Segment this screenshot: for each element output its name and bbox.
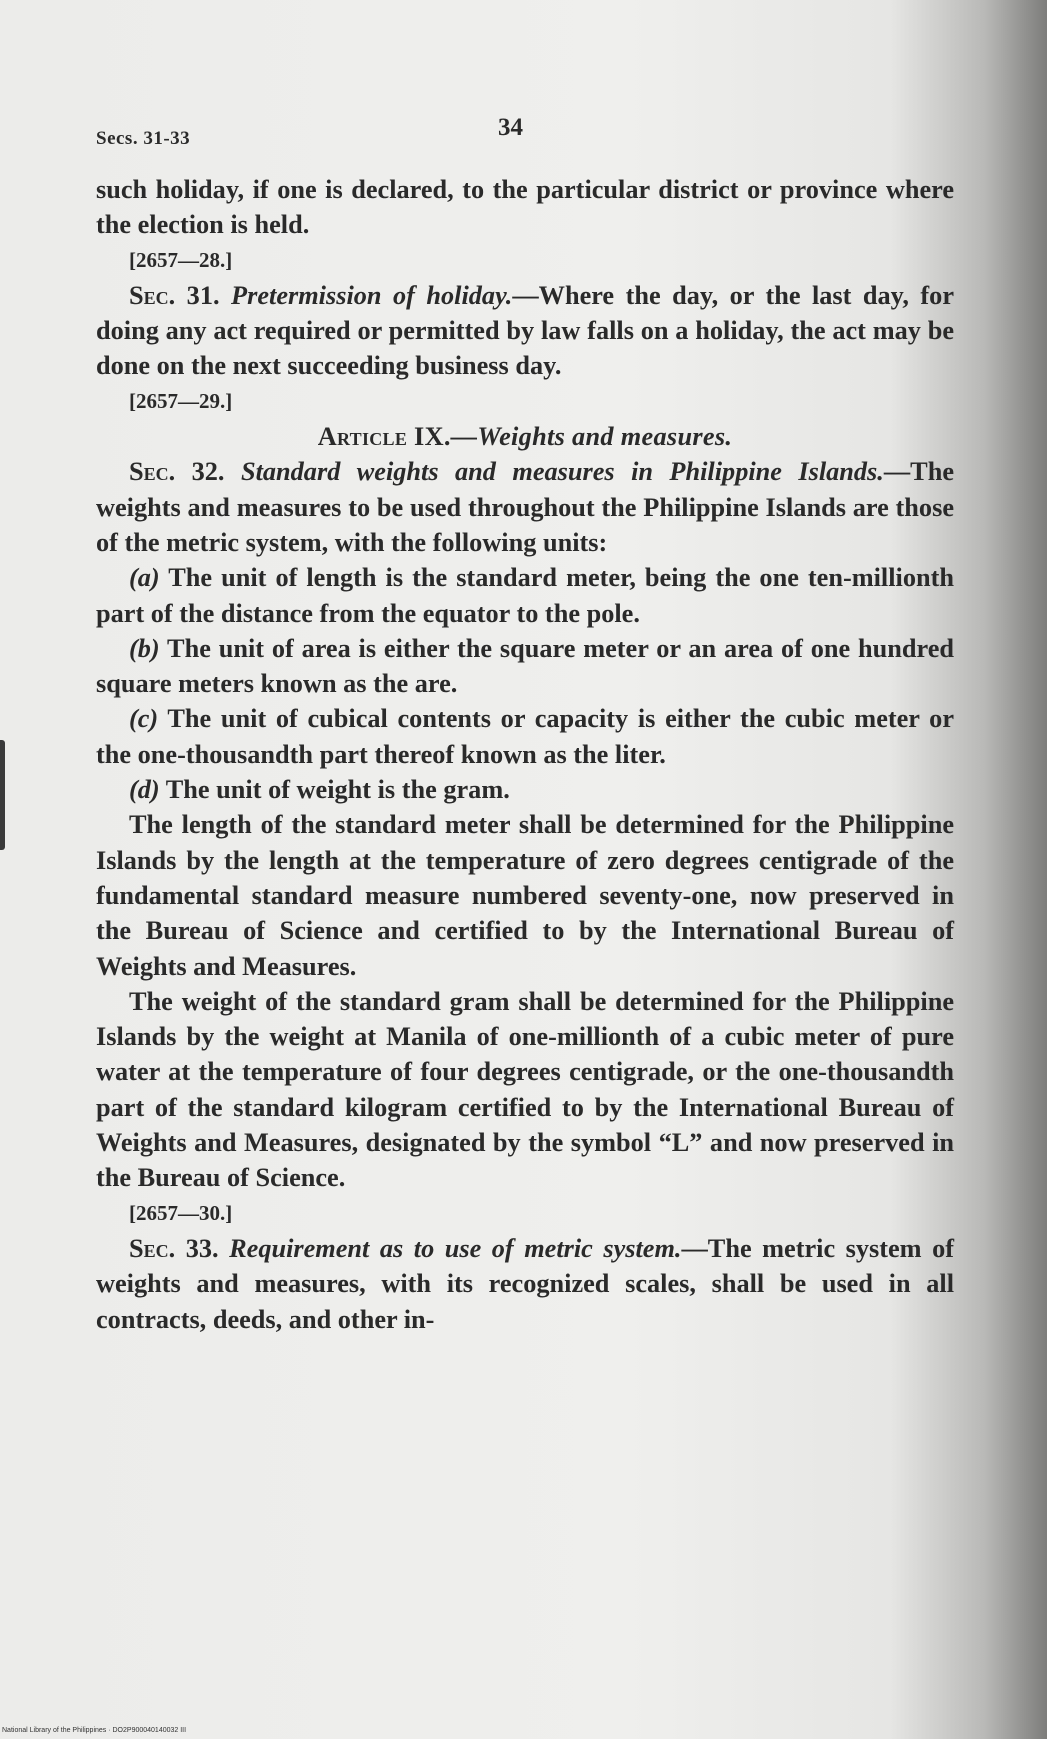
item-a-text: The unit of length is the standard meter, being the one ten-millionth part of the distance from the equator to the pole. [96,563,954,628]
page-number: 34 [498,114,523,141]
unit-item-a [96,560,954,631]
article-title: —Weights and measures. [450,422,733,452]
unit-item-b [96,631,954,702]
section-32-title: Standard weights and measures in Philippine Islands. [240,457,884,487]
item-d-text: The unit of weight is the gram. [159,775,510,805]
section-32-text: —The weights and measures to be used throughout the Philippine Islands are those of the metric system, with the following units: [96,457,955,557]
standard-meter-paragraph: The length of the standard meter shall be determined for the Philippine Islands by the length at the temperature of zero degrees centigrade of the fundamental standard measure numbered seventy-one, now preserved in the Bureau of Science and certified to by the International Bureau of Weights and Measures. [96,810,954,981]
section-31-label: Sec. 31. [129,280,220,310]
article-label: Article IX. [317,422,451,452]
scan-source-footer: National Library of the Philippines · DO2P900040140032 III [2,1727,187,1734]
section-31-text: —Where the day, or the last day, for doing any act required or permitted by law falls on a holiday, the act may be done on the next succeeding business day. [96,280,954,381]
citation-ref-2: [2657—29.] [129,388,233,413]
item-b-text: The unit of area is either the square meter or an area of one hundred square meters known as the are. [96,633,954,699]
unit-item-c [96,701,954,772]
item-a-label: (a) [129,563,160,593]
section-33-title: Requirement as to use of metric system. [229,1233,682,1263]
section-31 [96,278,954,384]
section-33 [96,1231,954,1337]
citation-ref-3: [2657—30.] [129,1200,233,1225]
section-33-text: —The metric system of weights and measures, with its recognized scales, shall be used in all contracts, deeds, and other in- [96,1233,955,1334]
running-head: Secs. 31-33 [96,128,191,149]
item-b-label: (b) [129,633,160,663]
page-edge-mark [0,740,5,850]
unit-item-d [96,772,954,807]
item-c-text: The unit of cubical contents or capacity is either the cubic meter or the one-thousandth part thereof known as the liter. [96,704,954,769]
section-31-title: Pretermission of holiday. [231,280,513,310]
article-heading [96,419,954,454]
section-33-label: Sec. 33. [129,1233,219,1263]
body-text [96,172,954,1337]
continued-paragraph: such holiday, if one is declared, to the particular district or province where the election is held. [96,175,954,240]
section-32 [96,454,954,560]
page-header [96,108,956,148]
citation-ref-1: [2657—28.] [129,247,233,272]
item-d-label: (d) [129,775,160,805]
standard-gram-paragraph: The weight of the standard gram shall be determined for the Philippine Islands by the weight at Manila of one-millionth of a cubic meter of pure water at the temperature of four degrees centigrade, or the one-thousandth part of the standard kilogram certified to by the International Bureau of Weights and Measures, designated by the symbol “L” and now preserved in the Bureau of Science. [96,986,954,1193]
section-32-label: Sec. 32. [129,457,225,487]
item-c-label: (c) [129,704,159,734]
